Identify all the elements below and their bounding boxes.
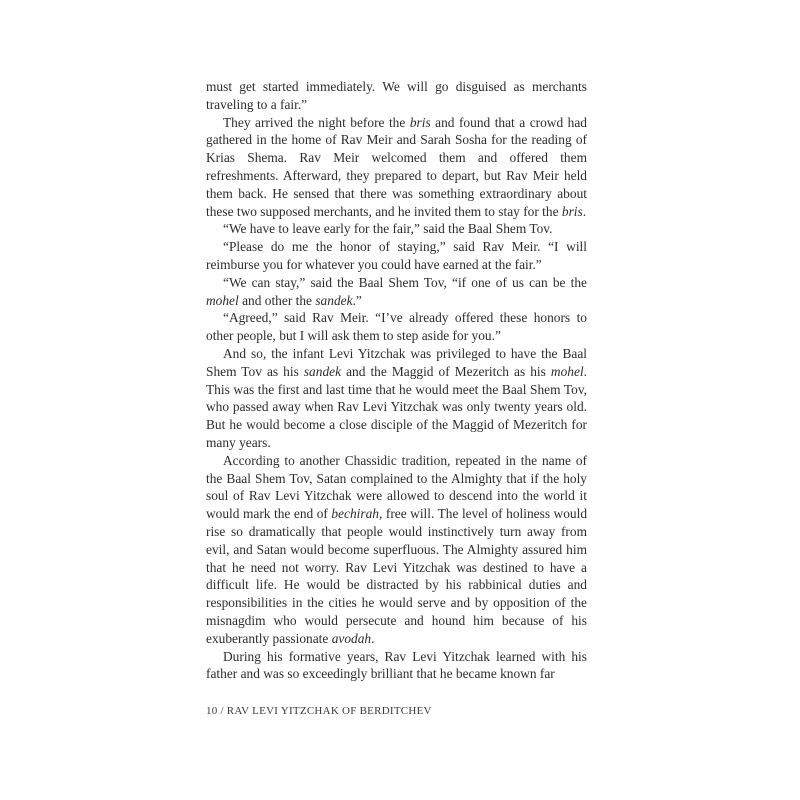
italic-term: mohel: [206, 292, 239, 308]
italic-term: bechirah: [331, 506, 379, 522]
italic-term: mohel: [550, 363, 584, 379]
text-run: And so, the infant Levi Yitzchak was privileged to have the Baal Shem Tov as his: [206, 345, 587, 379]
text-run: must get started immediately. We will go disguised as merchants traveling to a fair.”: [206, 79, 587, 112]
paragraph: [206, 274, 587, 310]
text-run: .: [582, 203, 587, 219]
text-run: According to another Chassidic tradition, repeated in the name of the Baal Shem Tov, Satan complained to the Almighty that if the holy soul of Rav Levi Yitzchak were allowed to descend into the world it would mark the end of: [206, 452, 587, 522]
text-run: “Agreed,” said Rav Meir. “I’ve already offered these honors to other people, but I will ask them to step aside for you.”: [206, 310, 587, 344]
paragraph: [206, 648, 587, 684]
italic-term: sandek: [315, 292, 353, 308]
paragraph: [206, 114, 587, 221]
paragraph: [206, 345, 587, 452]
text-run: They arrived the night before the: [223, 114, 410, 130]
italic-term: sandek: [303, 363, 342, 379]
text-run: “Please do me the honor of staying,” said Rav Meir. “I will reimburse you for whatever you could have earned at the fair.”: [206, 239, 587, 272]
text-run: . This was the first and last time that he would meet the Baal Shem Tov, who passed away when Rav Levi Yitzchak was only twenty years old. But he would become a close disciple of the Maggid of Mezeritch for many years.: [206, 363, 587, 450]
paragraph: [206, 452, 587, 648]
text-run: .”: [352, 292, 362, 308]
text-run: .: [371, 630, 375, 646]
text-run: “We have to leave early for the fair,” said the Baal Shem Tov.: [223, 221, 553, 237]
body-text: [206, 78, 587, 683]
italic-term: bris: [561, 203, 583, 219]
paragraph: [206, 220, 587, 238]
text-run: “We can stay,” said the Baal Shem Tov, “if one of us can be the: [223, 274, 587, 290]
running-footer: 10 / RAV LEVI YITZCHAK OF BERDITCHEV: [206, 705, 432, 717]
text-run: and found that a crowd had gathered in the home of Rav Meir and Sarah Sosha for the reading of Krias Shema. Rav Meir welcomed them and offered them refreshments. Afterward, they prepared to depart, but Rav Meir held them back. He sensed that there was something extraordinary about these two supposed merchants, and he invited them to stay for the: [206, 114, 587, 219]
text-run: During his formative years, Rav Levi Yitzchak learned with his father and was so exceedingly brilliant that he became known far: [206, 648, 587, 682]
text-run: and the Maggid of Mezeritch as his: [341, 363, 551, 379]
paragraph: [206, 238, 587, 274]
italic-term: bris: [409, 114, 431, 130]
text-run: and other the: [238, 292, 316, 308]
text-run: , free will. The level of holiness would rise so dramatically that people would instinctively turn away from evil, and Satan would become superfluous. The Almighty assured him that he need not worry. Rav Levi Yitzchak was destined to have a difficult life. He would be distracted by his rabbinical duties and responsibilities in the cities he would serve and by opposition of the misnagdim who would persecute and hound him because of his exuberantly passionate: [206, 506, 588, 646]
paragraph: [206, 309, 587, 345]
paragraph: [206, 78, 587, 114]
italic-term: avodah: [331, 630, 372, 646]
